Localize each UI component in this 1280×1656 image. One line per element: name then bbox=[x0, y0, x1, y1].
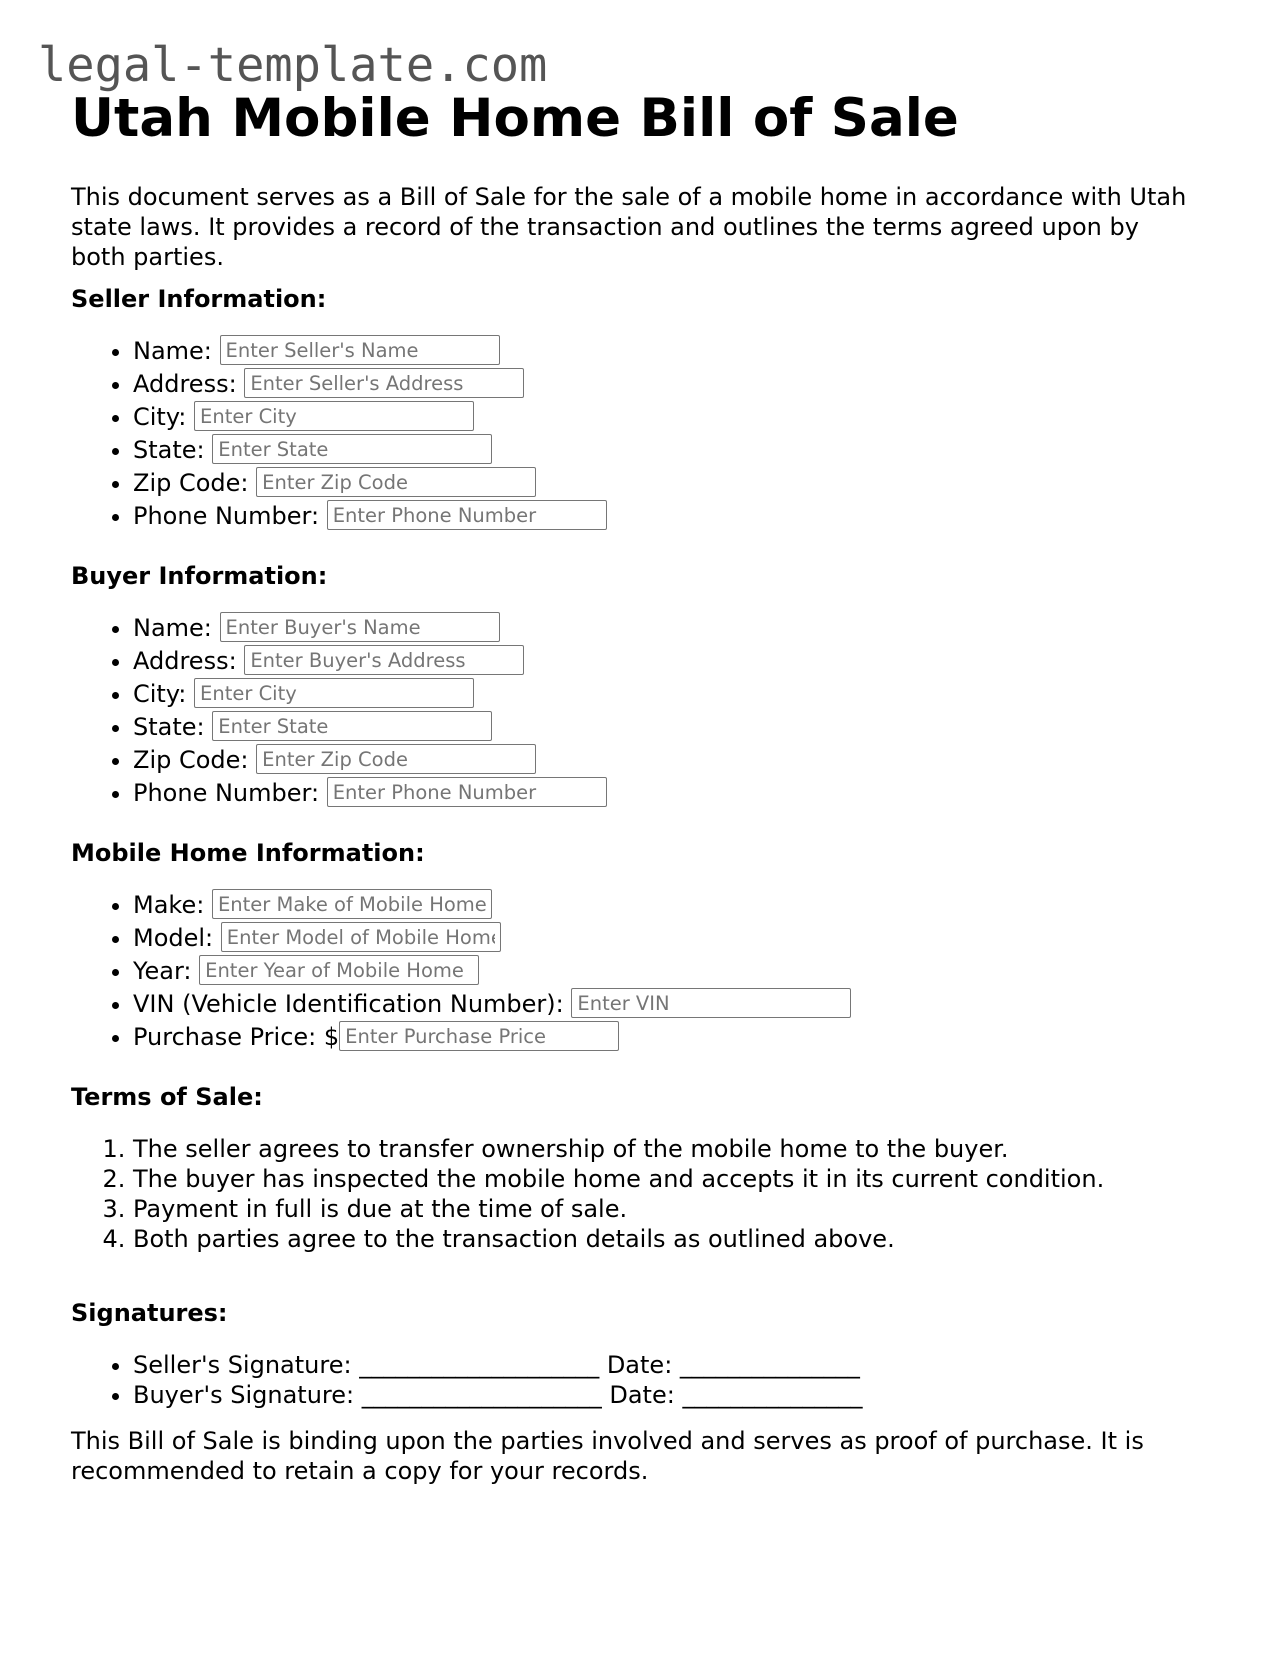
term-item: 2. The buyer has inspected the mobile home and accepts it in its current condition. bbox=[133, 1164, 1104, 1194]
home-model-input[interactable] bbox=[221, 922, 501, 952]
closing-paragraph: This Bill of Sale is binding upon the parties involved and serves as proof of purchase. It is recommended to retain a copy for your records. bbox=[71, 1427, 1144, 1485]
terms-list bbox=[71, 1134, 1104, 1254]
seller-name-item bbox=[133, 335, 607, 368]
site-watermark: legal-template.com bbox=[38, 38, 548, 93]
field-label: City: bbox=[133, 403, 187, 431]
buyer-name-item bbox=[133, 612, 607, 645]
buyer-city-item bbox=[133, 678, 607, 711]
home-price-input[interactable] bbox=[339, 1021, 619, 1051]
seller-address-item bbox=[133, 368, 607, 401]
buyer-city-input[interactable] bbox=[194, 678, 474, 708]
field-label: State: bbox=[133, 713, 205, 741]
field-label: City: bbox=[133, 680, 187, 708]
home-vin-input[interactable] bbox=[571, 988, 851, 1018]
buyer-name-input[interactable] bbox=[220, 612, 500, 642]
seller-zip-item bbox=[133, 467, 607, 500]
buyer-phone-input[interactable] bbox=[327, 777, 607, 807]
field-label: State: bbox=[133, 436, 205, 464]
buyer-zip-item bbox=[133, 744, 607, 777]
field-label: VIN (Vehicle Identification Number): bbox=[133, 990, 564, 1018]
field-label: Model: bbox=[133, 924, 214, 952]
term-item: 3. Payment in full is due at the time of sale. bbox=[133, 1194, 1104, 1224]
seller-name-input[interactable] bbox=[220, 335, 500, 365]
buyer-phone-item bbox=[133, 777, 607, 810]
buyer-fields-list bbox=[71, 612, 607, 810]
page-title: Utah Mobile Home Bill of Sale bbox=[71, 88, 959, 149]
term-item: 1. The seller agrees to transfer ownership of the mobile home to the buyer. bbox=[133, 1134, 1104, 1164]
home-price-item bbox=[133, 1021, 851, 1054]
field-label: Name: bbox=[133, 337, 212, 365]
buyer-state-input[interactable] bbox=[212, 711, 492, 741]
buyer-address-input[interactable] bbox=[244, 645, 524, 675]
seller-state-input[interactable] bbox=[212, 434, 492, 464]
seller-signature-line: • Seller's Signature: ____________________ Date: _______________ bbox=[133, 1350, 862, 1380]
mobile-home-fields-list bbox=[71, 889, 851, 1054]
field-label: Zip Code: bbox=[133, 746, 249, 774]
signatures-heading: Signatures: bbox=[71, 1299, 228, 1327]
term-item: 4. Both parties agree to the transaction details as outlined above. bbox=[133, 1224, 1104, 1254]
seller-heading: Seller Information: bbox=[71, 285, 327, 313]
intro-paragraph: This document serves as a Bill of Sale for the sale of a mobile home in accordance with Utah state laws. It provides a record of the transaction and outlines the terms agreed upon by both parties. bbox=[71, 183, 1187, 271]
seller-fields-list bbox=[71, 335, 607, 533]
seller-city-input[interactable] bbox=[194, 401, 474, 431]
home-vin-item bbox=[133, 988, 851, 1021]
seller-state-item bbox=[133, 434, 607, 467]
signatures-list bbox=[71, 1350, 862, 1410]
seller-phone-input[interactable] bbox=[327, 500, 607, 530]
seller-address-input[interactable] bbox=[244, 368, 524, 398]
field-label: Phone Number: bbox=[133, 779, 320, 807]
buyer-heading: Buyer Information: bbox=[71, 562, 328, 590]
buyer-state-item bbox=[133, 711, 607, 744]
buyer-zip-input[interactable] bbox=[256, 744, 536, 774]
buyer-address-item bbox=[133, 645, 607, 678]
seller-city-item bbox=[133, 401, 607, 434]
field-label: Purchase Price: $ bbox=[133, 1023, 340, 1051]
field-label: Make: bbox=[133, 891, 205, 919]
home-model-item bbox=[133, 922, 851, 955]
field-label: Zip Code: bbox=[133, 469, 249, 497]
field-label: Address: bbox=[133, 647, 237, 675]
home-make-item bbox=[133, 889, 851, 922]
home-year-item bbox=[133, 955, 851, 988]
field-label: Address: bbox=[133, 370, 237, 398]
field-label: Phone Number: bbox=[133, 502, 320, 530]
home-year-input[interactable] bbox=[199, 955, 479, 985]
home-make-input[interactable] bbox=[212, 889, 492, 919]
seller-zip-input[interactable] bbox=[256, 467, 536, 497]
terms-heading: Terms of Sale: bbox=[71, 1083, 263, 1111]
field-label: Year: bbox=[133, 957, 192, 985]
mobile-home-heading: Mobile Home Information: bbox=[71, 839, 425, 867]
seller-phone-item bbox=[133, 500, 607, 533]
buyer-signature-line: • Buyer's Signature: ____________________ Date: _______________ bbox=[133, 1380, 862, 1410]
field-label: Name: bbox=[133, 614, 212, 642]
